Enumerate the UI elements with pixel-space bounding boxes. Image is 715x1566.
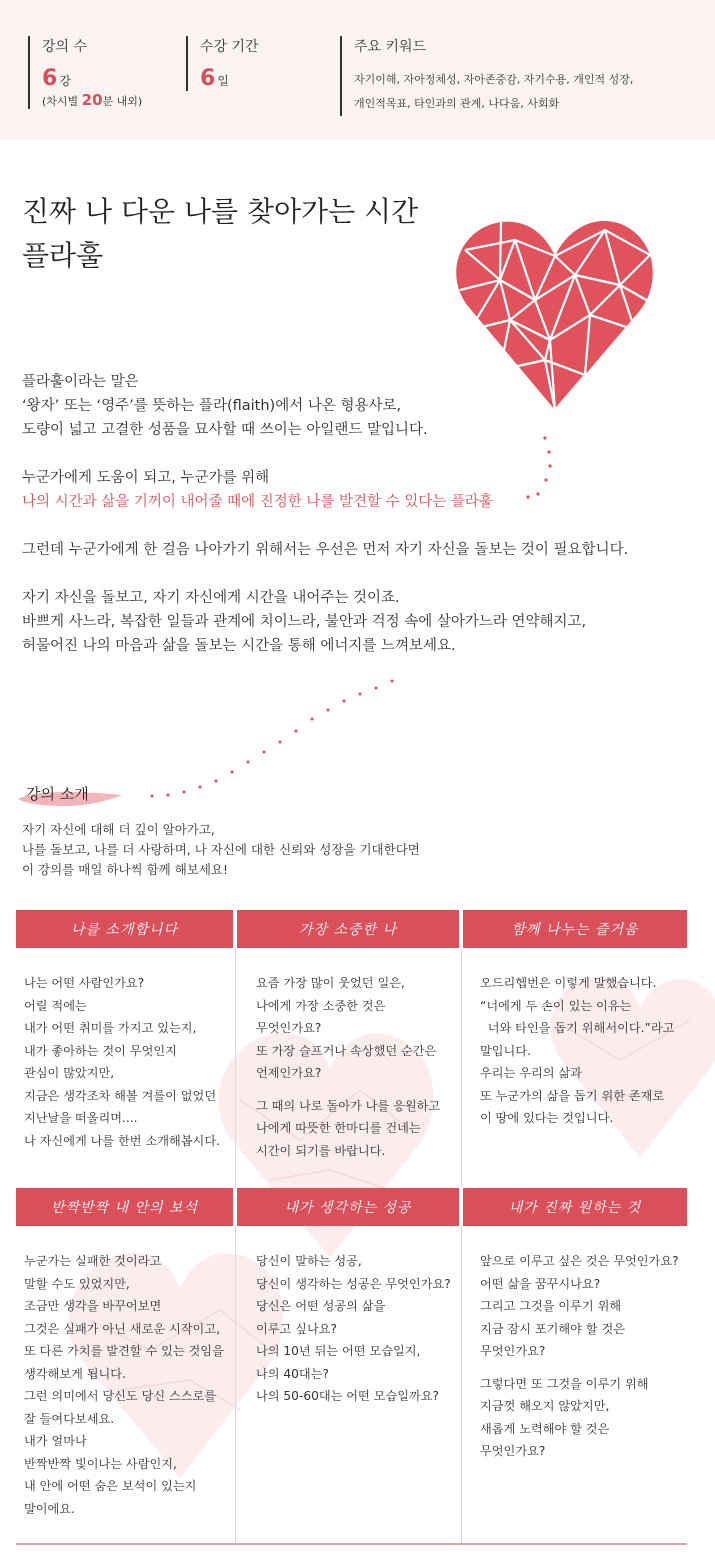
duration-unit: 일 <box>217 74 229 88</box>
card-header: 반짝반짝 내 안의 보석 <box>16 1188 233 1226</box>
intro-line: 도량이 넓고 고결한 성품을 묘사할 때 쓰이는 아일랜드 말입니다. <box>22 422 428 438</box>
card-line: 지난날을 떠올리며.... <box>24 1111 138 1125</box>
column-divider <box>461 948 462 1188</box>
card-line: 우리는 우리의 삶과 <box>480 1066 582 1080</box>
intro-paragraph-2 <box>22 466 628 514</box>
card-line: 무엇인가요? <box>480 1344 546 1358</box>
card-line: 그 때의 나로 돌아가 나를 응원하고 <box>256 1098 441 1113</box>
card-line: 내가 얼마나 <box>24 1434 87 1448</box>
card-body <box>24 972 220 1162</box>
lessons-count: 6 <box>42 66 58 91</box>
card-paragraph <box>480 1373 679 1463</box>
card-line: 새롭게 노력해야 할 것은 <box>480 1421 610 1436</box>
card-line: 요즘 가장 많이 웃었던 일은, <box>256 976 405 990</box>
card-line: 당신은 어떤 성공의 삶을 <box>256 1299 386 1313</box>
card-line: “너에게 두 손이 있는 이유는 <box>480 998 632 1013</box>
card-line: 누군가는 실패한 것이라고 <box>24 1254 162 1268</box>
card-paragraph <box>480 1250 679 1363</box>
card-line: 앞으로 이루고 싶은 것은 무엇인가요? <box>480 1254 679 1268</box>
card-line: 언제인가요? <box>256 1066 322 1080</box>
intro-paragraph-3 <box>22 538 628 562</box>
card-line: 반짝반짝 빛이나는 사람인지, <box>24 1456 177 1471</box>
card-line: 그런 의미에서 당신도 당신 스스로를 <box>24 1389 217 1403</box>
card-line: 무엇인가요? <box>256 1021 322 1035</box>
card-line: 나는 어떤 사람인가요? <box>24 976 145 990</box>
section-title: 강의 소개 <box>26 785 89 803</box>
intro-line: 허물어진 나의 마음과 삶을 돌보는 시간을 통해 에너지를 느껴보세요. <box>22 638 456 654</box>
card-line: 또 다른 가치를 발견할 수 있는 것임을 <box>24 1344 224 1358</box>
card-paragraph <box>256 972 440 1085</box>
intro-line: 바쁘게 사느라, 복잡한 일들과 관계에 치이느라, 불안과 걱정 속에 살아가느라 연약해지고, <box>22 614 587 630</box>
card-line: 말이에요. <box>24 1501 75 1516</box>
card-line: 어떤 삶을 꿈꾸시나요? <box>480 1276 601 1291</box>
card-line: 그렇다면 또 그것을 이루기 위해 <box>480 1376 649 1391</box>
stat-lessons-label: 강의 수 <box>42 39 88 55</box>
intro-text <box>22 370 628 682</box>
card-line: 또 누군가의 삶을 돕기 위한 존재로 <box>480 1088 665 1103</box>
keyword-line: 개인적목표, 타인과의 관계, 나다움, 사회화 <box>354 97 560 110</box>
intro-highlight: 나의 시간과 삶을 기꺼이 내어줄 때에 진정한 나를 발견할 수 있다는 플라훌 <box>22 494 493 510</box>
card-line: 그리고 그것을 이루기 위해 <box>480 1299 622 1313</box>
card-header: 함께 나누는 즐거움 <box>463 910 687 948</box>
card-line: 나 자신에게 나를 한번 소개해봅시다. <box>24 1133 220 1148</box>
intro-line: 그런데 누군가에게 한 걸음 나아가기 위해서는 우선은 먼저 자기 자신을 돌보는 것이 필요합니다. <box>22 542 629 558</box>
card-body <box>480 1250 679 1473</box>
card-line: 너와 타인을 돕기 위해서이다.”라고 <box>480 1021 675 1035</box>
card-header: 내가 진짜 원하는 것 <box>463 1188 687 1226</box>
card-line: 생각해보게 됩니다. <box>24 1366 126 1381</box>
card-line: 당신이 말하는 성공, <box>256 1254 362 1268</box>
card-line: 말입니다. <box>480 1043 531 1058</box>
keyword-line: 자기이해, 자아정체성, 자아존중감, 자기수용, 개인적 성장, <box>354 73 634 86</box>
section-description <box>22 820 420 880</box>
card-line: 나에게 따뜻한 한마디를 건네는 <box>256 1121 421 1135</box>
card-paragraph <box>24 972 220 1152</box>
card-line: 내가 좋아하는 것이 무엇인지 <box>24 1043 177 1058</box>
card-body <box>480 972 674 1140</box>
column-divider <box>235 948 236 1188</box>
lessons-unit: 강 <box>59 74 71 88</box>
duration-days: 6 <box>200 66 216 91</box>
card-line: 시간이 되기를 바랍니다. <box>256 1143 386 1158</box>
card-line: 당신이 생각하는 성공은 무엇인가요? <box>256 1276 451 1291</box>
card-line: 내가 어떤 취미를 가지고 있는지, <box>24 1021 197 1035</box>
card-line: 나의 40대는? <box>256 1366 329 1381</box>
column-divider <box>461 1226 462 1543</box>
card-body <box>24 1250 224 1530</box>
card-line: 무엇인가요? <box>480 1444 546 1458</box>
card-line: 말할 수도 있었지만, <box>24 1276 130 1291</box>
card-line: 잘 들여다보세요. <box>24 1411 115 1426</box>
section-line: 나를 돌보고, 나를 더 사랑하며, 나 자신에 대한 신뢰와 성장을 기대한다면 <box>22 842 420 857</box>
card-paragraph <box>480 972 674 1130</box>
card-line: 조금만 생각을 바꾸어보면 <box>24 1299 162 1313</box>
title-line-1: 진짜 나 다운 나를 찾아가는 시간 <box>22 195 419 228</box>
card-header: 내가 생각하는 성공 <box>237 1188 459 1226</box>
card-line: 어릴 적에는 <box>24 998 87 1013</box>
card-line: 이루고 싶나요? <box>256 1321 337 1336</box>
stat-keywords-label: 주요 키워드 <box>354 39 427 55</box>
lessons-sub-prefix: (차시별 <box>42 95 82 108</box>
card-line: 이 땅에 있다는 것입니다. <box>480 1111 614 1125</box>
intro-line: 플라훌이라는 말은 <box>22 374 139 390</box>
intro-line: ‘왕자’ 또는 ‘영주’를 뜻하는 플라(flaith)에서 나온 형용사로, <box>22 398 402 414</box>
card-line: 지금껏 해오지 않았지만, <box>480 1399 610 1413</box>
title-line-2: 플라훌 <box>22 239 104 272</box>
card-header: 나를 소개합니다 <box>16 910 233 948</box>
card-header: 가장 소중한 나 <box>237 910 459 948</box>
card-line: 지금은 생각조차 해볼 겨를이 없었던 <box>24 1088 217 1103</box>
card-line: 그것은 실패가 아닌 새로운 시작이고, <box>24 1321 220 1336</box>
card-line: 오드리헵번은 이렇게 말했습니다. <box>480 976 657 990</box>
stat-duration-label: 수강 기간 <box>200 39 259 55</box>
intro-line: 누군가에게 도움이 되고, 누군가를 위해 <box>22 470 270 486</box>
card-line: 내 안에 어떤 숨은 보석이 있는지 <box>24 1479 197 1493</box>
section-line: 이 강의를 매일 하나씩 함께 해보세요! <box>22 862 229 877</box>
card-line: 나의 10년 뒤는 어떤 모습일지, <box>256 1344 421 1358</box>
card-body <box>256 972 440 1172</box>
intro-paragraph-1 <box>22 370 628 442</box>
card-line: 나의 50-60대는 어떤 모습일까요? <box>256 1389 440 1403</box>
lessons-sub-suffix: 분 내외) <box>102 95 143 108</box>
section-line: 자기 자신에 대해 더 깊이 알아가고, <box>22 822 215 837</box>
card-line: 지금 잠시 포기해야 할 것은 <box>480 1321 626 1336</box>
column-divider <box>235 1226 236 1543</box>
lessons-minutes: 20 <box>81 91 103 109</box>
card-paragraph <box>256 1095 440 1163</box>
card-line: 나에게 가장 소중한 것은 <box>256 998 386 1013</box>
card-paragraph <box>256 1250 451 1408</box>
card-line: 또 가장 슬프거나 속상했던 순간은 <box>256 1043 437 1058</box>
card-paragraph <box>24 1250 224 1520</box>
card-line: 관심이 많았지만, <box>24 1066 115 1080</box>
intro-line: 자기 자신을 돌보고, 자기 자신에게 시간을 내어주는 것이죠. <box>22 590 400 606</box>
intro-paragraph-4 <box>22 586 628 658</box>
card-body <box>256 1250 451 1418</box>
bottom-divider <box>16 1543 687 1545</box>
